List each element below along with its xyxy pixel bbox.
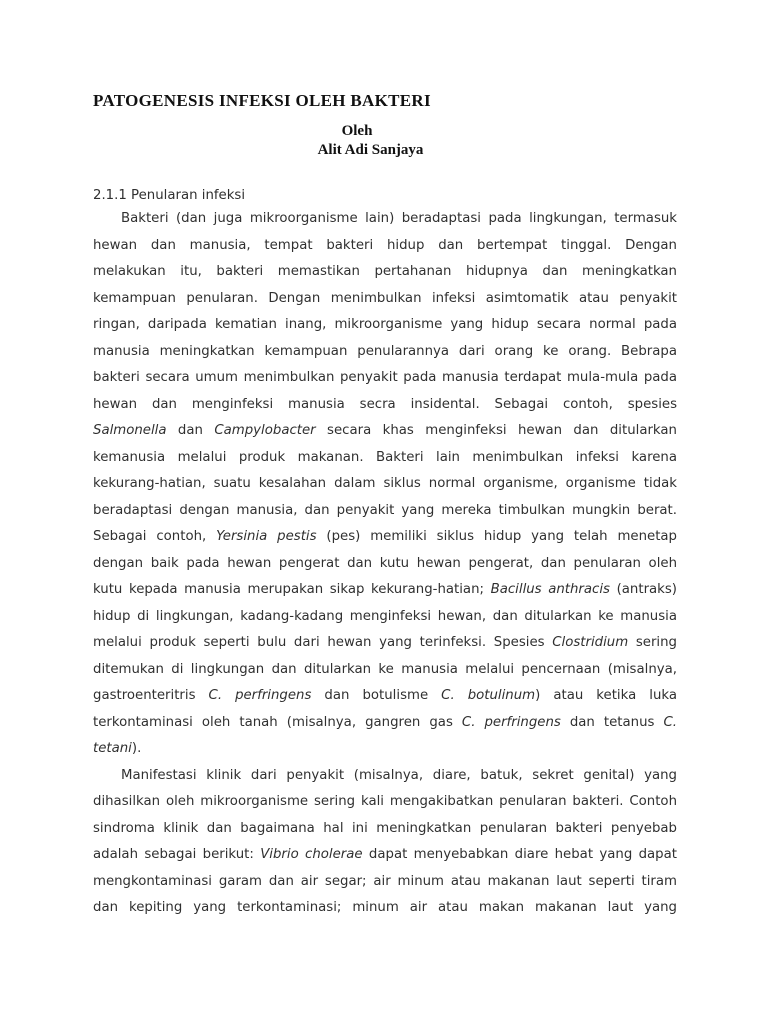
- italic-term: C. perfringens: [208, 688, 312, 703]
- text-line: [93, 206, 677, 233]
- italic-term: Campylobacter: [214, 423, 316, 438]
- text-run: secara khas menginfeksi hewan dan ditularkan: [315, 423, 677, 438]
- text-run: dan tetanus: [560, 714, 664, 730]
- text-run: dan botulisme: [311, 688, 442, 703]
- text-run: hidup di lingkungan, kadang-kadang menginfeksi hewan, dan ditularkan ke manusia: [93, 608, 677, 624]
- text-line: [93, 657, 677, 684]
- text-line: [93, 869, 677, 896]
- text-line: [93, 233, 677, 260]
- text-run: ) atau ketika luka: [535, 688, 677, 703]
- text-line: [93, 259, 677, 286]
- text-run: kutu kepada manusia merupakan sikap kekurang-hatian;: [93, 582, 491, 597]
- text-line: [93, 392, 677, 419]
- text-run: kemampuan penularan. Dengan menimbulkan infeksi asimtomatik atau penyakit: [93, 290, 677, 306]
- text-run: sering: [628, 635, 677, 650]
- text-line: [93, 710, 677, 737]
- text-line: [93, 445, 677, 472]
- text-run: manusia meningkatkan kemampuan penularannya dari orang ke orang. Bebrapa: [93, 343, 677, 359]
- document-title: PATOGENESIS INFEKSI OLEH BAKTERI: [93, 91, 431, 110]
- text-run: (pes) memiliki siklus hidup yang telah menetap: [316, 529, 677, 544]
- text-run: ringan, daripada kematian inang, mikroorganisme yang hidup secara normal pada: [93, 317, 677, 332]
- text-run: Manifestasi klinik dari penyakit (misalnya, diare, batuk, sekret genital) yang: [121, 767, 677, 783]
- italic-term: Vibrio cholerae: [260, 847, 363, 862]
- text-run: dengan baik pada hewan pengerat dan kutu hewan pengerat, dan penularan oleh: [93, 555, 677, 571]
- text-run: hewan dan manusia, tempat bakteri hidup dan bertempat tinggal. Dengan: [93, 237, 677, 253]
- italic-term: C.: [663, 714, 677, 730]
- italic-term: Salmonella: [93, 423, 167, 438]
- text-line: [93, 816, 677, 843]
- text-run: hewan dan menginfeksi manusia secra insidental. Sebagai contoh, spesies: [93, 396, 677, 412]
- text-run: melakukan itu, bakteri memastikan pertahanan hidupnya dan meningkatkan: [93, 264, 677, 279]
- italic-term: Yersinia pestis: [216, 529, 317, 544]
- text-run: dihasilkan oleh mikroorganisme sering kali mengakibatkan penularan bakteri. Contoh: [93, 794, 677, 809]
- byline-label: Oleh: [341, 123, 373, 139]
- paragraph: [93, 763, 677, 922]
- text-line: [93, 418, 677, 445]
- text-line: [93, 498, 677, 525]
- section-heading: 2.1.1 Penularan infeksi: [93, 188, 246, 203]
- text-run: kekurang-hatian, suatu kesalahan dalam siklus normal organisme, organisme tidak: [93, 476, 677, 491]
- author-name: Alit Adi Sanjaya: [317, 142, 424, 158]
- text-run: ditemukan di lingkungan dan ditularkan ke manusia melalui pencernaan (misalnya,: [93, 661, 677, 677]
- text-run: dapat menyebabkan diare hebat yang dapat: [362, 847, 677, 862]
- text-line: [93, 789, 677, 816]
- text-line: [93, 286, 677, 313]
- section-body: [93, 206, 677, 922]
- text-run: kemanusia melalui produk makanan. Bakteri lain menimbulkan infeksi karena: [93, 449, 677, 465]
- text-run: Sebagai contoh,: [93, 529, 217, 544]
- text-line: [93, 365, 677, 392]
- text-run: bakteri secara umum menimbulkan penyakit pada manusia terdapat mula-mula pada: [93, 370, 677, 385]
- text-run: sindroma klinik dan bagaimana hal ini meningkatkan penularan bakteri penyebab: [93, 820, 677, 836]
- text-line: [93, 604, 677, 631]
- paragraph: [93, 206, 677, 763]
- text-line: [93, 339, 677, 366]
- text-run: ).: [131, 741, 142, 756]
- text-line: [93, 630, 677, 657]
- text-run: dan kepiting yang terkontaminasi; minum air atau makan makanan laut yang: [93, 900, 677, 915]
- text-run: beradaptasi dengan manusia, dan penyakit yang mereka timbulkan mungkin berat.: [93, 502, 677, 518]
- text-line: [93, 763, 677, 790]
- text-line: [93, 524, 677, 551]
- text-line: [93, 842, 677, 869]
- text-line: [93, 736, 677, 763]
- italic-term: C. botulinum: [441, 688, 536, 703]
- text-line: [93, 551, 677, 578]
- italic-term: Clostridium: [552, 635, 629, 650]
- text-run: adalah sebagai berikut:: [93, 847, 261, 862]
- text-line: [93, 895, 677, 922]
- text-run: mengkontaminasi garam dan air segar; air minum atau makanan laut seperti tiram: [93, 873, 677, 889]
- text-run: melalui produk seperti bulu dari hewan yang terinfeksi. Spesies: [93, 635, 553, 650]
- italic-term: Bacillus anthracis: [490, 582, 610, 597]
- italic-term: C. perfringens: [461, 714, 561, 730]
- text-line: [93, 312, 677, 339]
- text-run: Bakteri (dan juga mikroorganisme lain) beradaptasi pada lingkungan, termasuk: [121, 211, 677, 226]
- text-run: terkontaminasi oleh tanah (misalnya, gangren gas: [93, 714, 462, 730]
- text-line: [93, 577, 677, 604]
- text-line: [93, 471, 677, 498]
- italic-term: tetani: [93, 741, 132, 756]
- text-run: gastroenteritris: [93, 688, 209, 703]
- text-line: [93, 683, 677, 710]
- text-run: dan: [166, 423, 215, 438]
- text-run: (antraks): [609, 582, 677, 597]
